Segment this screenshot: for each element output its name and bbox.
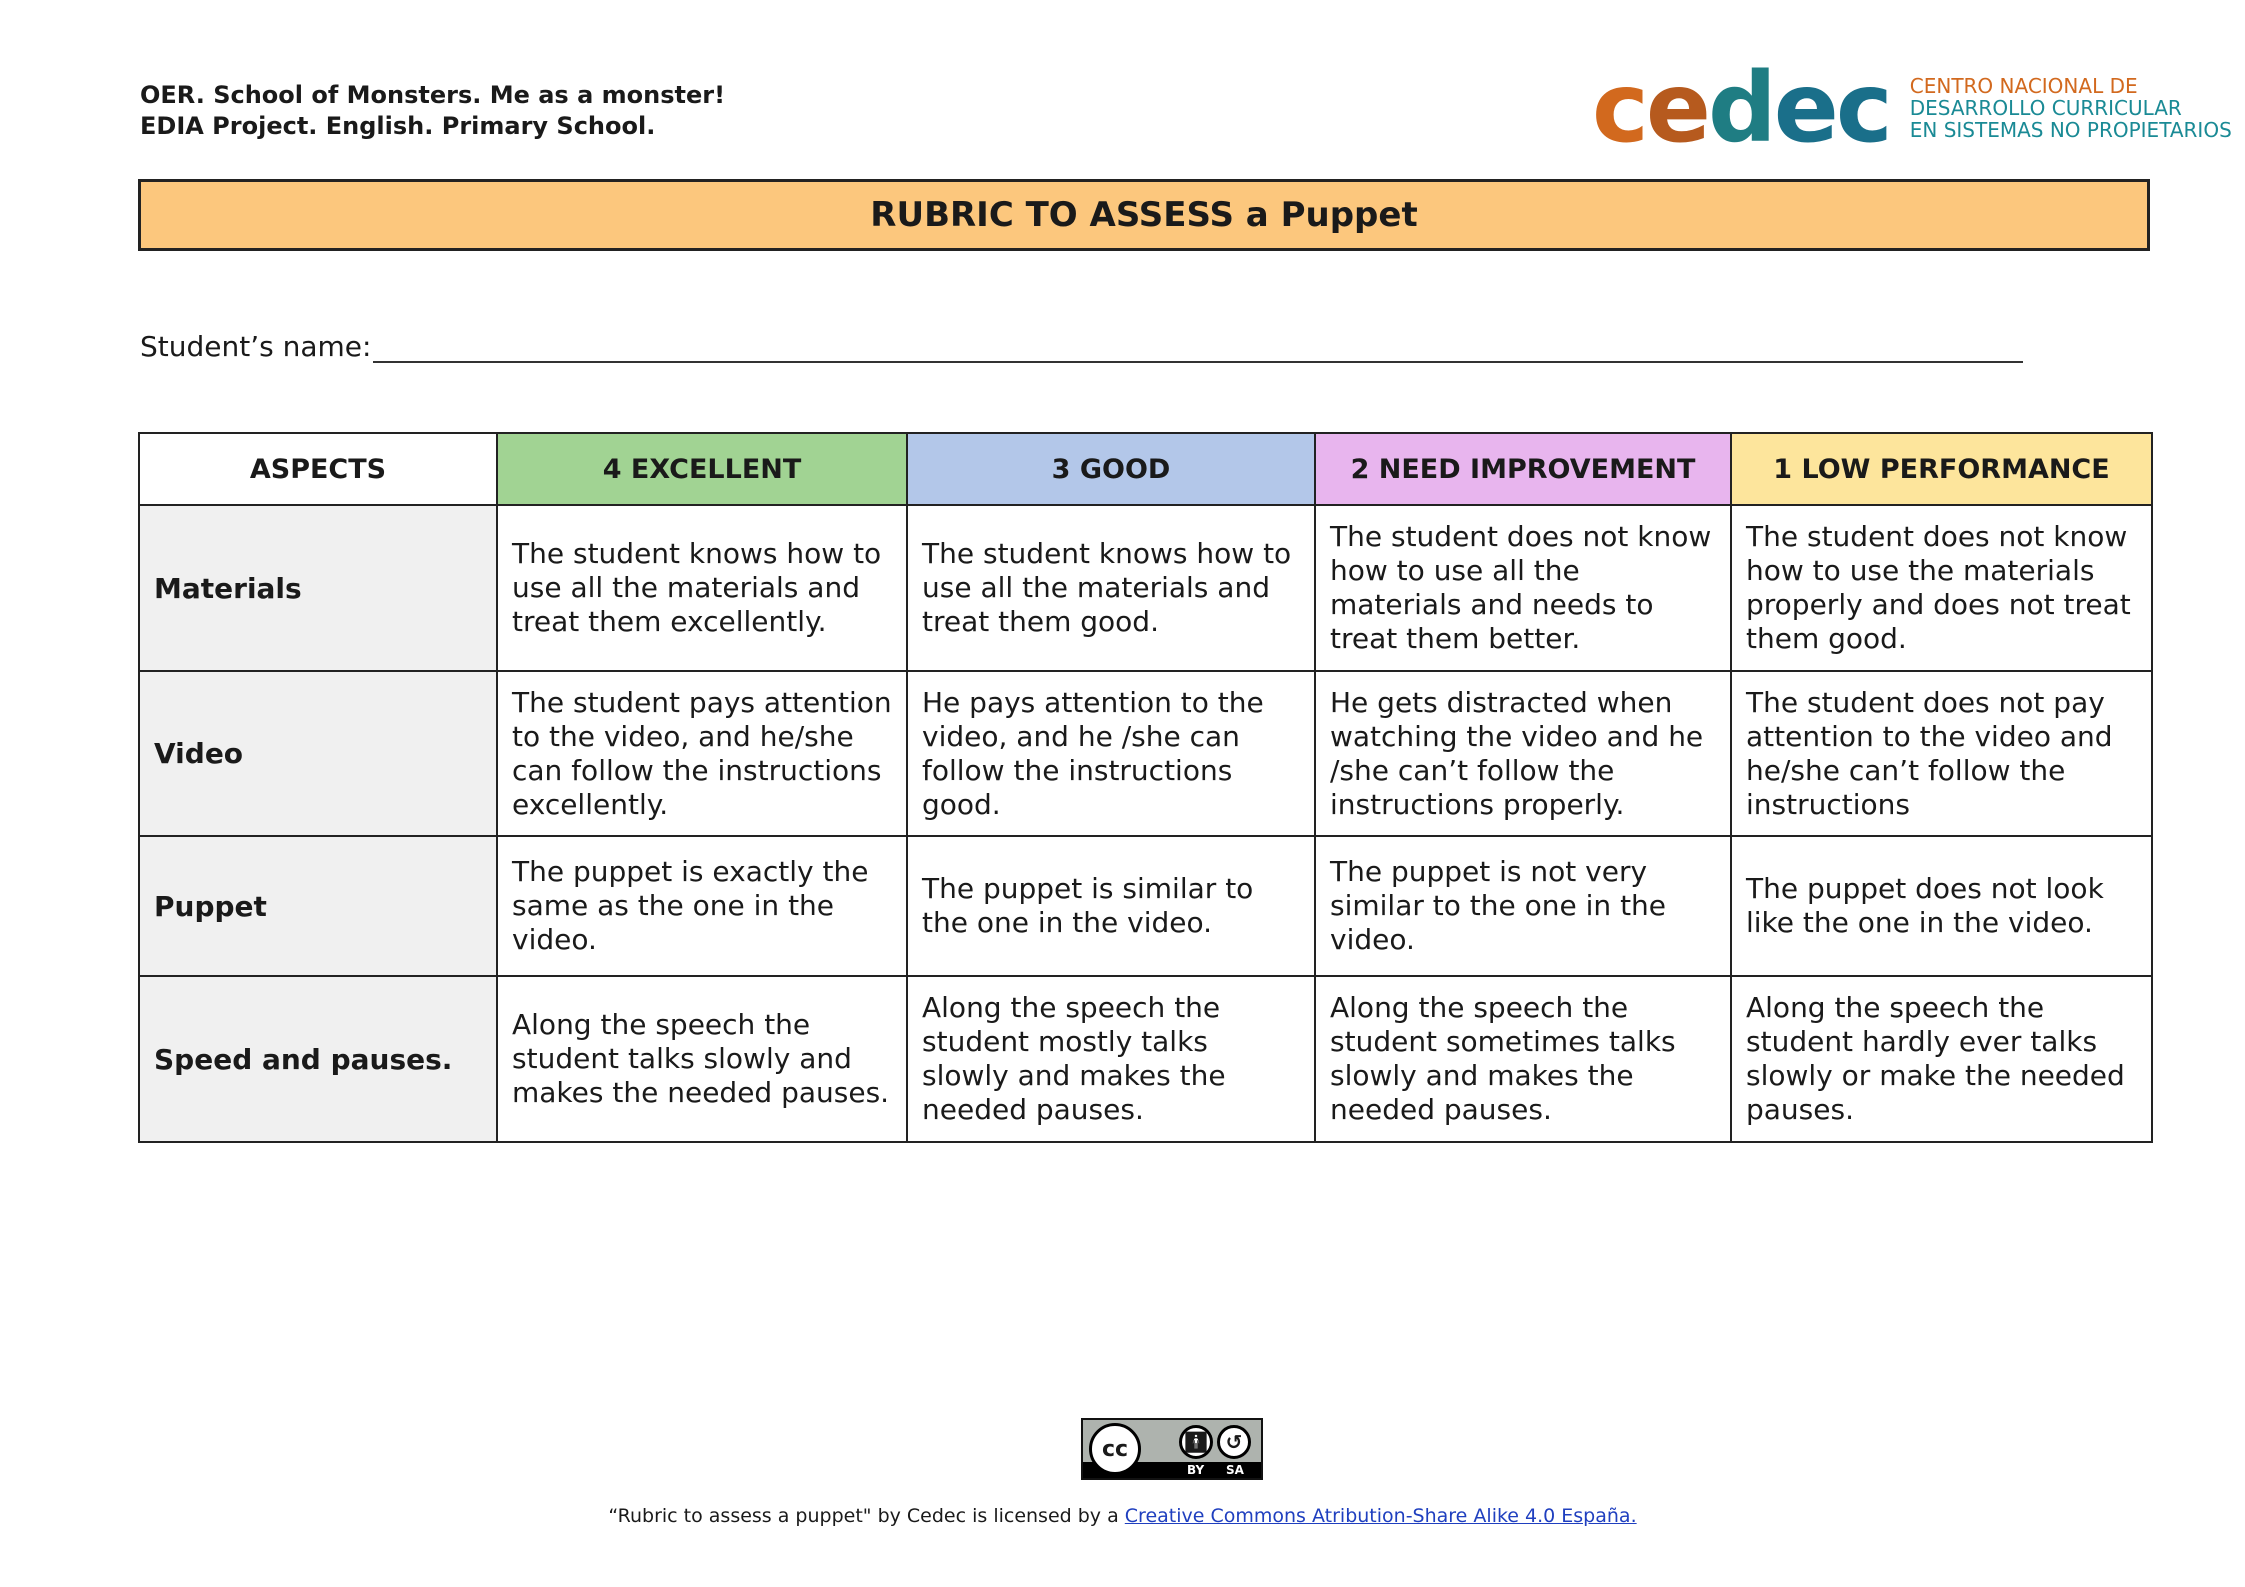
aspect-cell: Speed and pauses. bbox=[139, 976, 497, 1142]
table-row-speed-and-pauses bbox=[139, 976, 2152, 1142]
table-row-materials bbox=[139, 505, 2152, 671]
rubric-cell: The student does not pay attention to the video and he/she can’t follow the instructions bbox=[1731, 671, 2152, 836]
header-need-improvement: 2 NEED IMPROVEMENT bbox=[1315, 433, 1731, 505]
rubric-cell: The puppet does not look like the one in the video. bbox=[1731, 836, 2152, 976]
cc-sa-label: SA bbox=[1226, 1463, 1244, 1477]
rubric-cell: Along the speech the student hardly ever talks slowly or make the needed pauses. bbox=[1731, 976, 2152, 1142]
cc-by-sa-badge bbox=[1081, 1418, 1263, 1480]
table-row-video bbox=[139, 671, 2152, 836]
student-name-label: Student’s name: bbox=[140, 330, 372, 363]
rubric-cell: The student does not know how to use all the materials and needs to treat them better. bbox=[1315, 505, 1731, 671]
license-link[interactable]: Creative Commons Atribution-Share Alike 4.0 España. bbox=[1124, 1505, 1637, 1527]
cedec-logo-text bbox=[1910, 75, 2232, 141]
rubric-cell: Along the speech the student sometimes talks slowly and makes the needed pauses. bbox=[1315, 976, 1731, 1142]
license-text bbox=[0, 1505, 2245, 1527]
document-header bbox=[140, 80, 725, 142]
table-row-puppet bbox=[139, 836, 2152, 976]
license-prefix: “Rubric to assess a puppet" by Cedec is licensed by a bbox=[608, 1505, 1125, 1527]
logo-line-2: DESARROLLO CURRICULAR bbox=[1909, 96, 2182, 120]
rubric-cell: Along the speech the student talks slowly and makes the needed pauses. bbox=[497, 976, 907, 1142]
header-excellent: 4 EXCELLENT bbox=[497, 433, 907, 505]
header-line-1: OER. School of Monsters. Me as a monster! bbox=[140, 81, 726, 109]
attribution-icon: 🚹︎ bbox=[1179, 1425, 1213, 1459]
cedec-logo-word: cedec bbox=[1592, 52, 1890, 164]
rubric-cell: The puppet is not very similar to the one in the video. bbox=[1315, 836, 1731, 976]
share-alike-icon: ↺ bbox=[1217, 1425, 1251, 1459]
rubric-cell: The student pays attention to the video, and he/she can follow the instructions excellently. bbox=[497, 671, 907, 836]
rubric-cell: He gets distracted when watching the video and he /she can’t follow the instructions properly. bbox=[1315, 671, 1731, 836]
header-aspects: ASPECTS bbox=[139, 433, 497, 505]
aspect-cell: Materials bbox=[139, 505, 497, 671]
student-name-line bbox=[373, 335, 2023, 363]
logo-line-1: CENTRO NACIONAL DE bbox=[1909, 74, 2138, 98]
rubric-cell: The puppet is similar to the one in the video. bbox=[907, 836, 1315, 976]
aspect-cell: Video bbox=[139, 671, 497, 836]
rubric-table bbox=[138, 432, 2153, 1143]
rubric-title: RUBRIC TO ASSESS a Puppet bbox=[870, 195, 1418, 235]
aspect-cell: Puppet bbox=[139, 836, 497, 976]
cc-icon: cc bbox=[1089, 1423, 1141, 1475]
rubric-cell: The student knows how to use all the materials and treat them good. bbox=[907, 505, 1315, 671]
header-good: 3 GOOD bbox=[907, 433, 1315, 505]
cedec-logo bbox=[1592, 52, 2232, 164]
rubric-cell: Along the speech the student mostly talks slowly and makes the needed pauses. bbox=[907, 976, 1315, 1142]
cc-by-label: BY bbox=[1187, 1463, 1205, 1477]
rubric-cell: He pays attention to the video, and he /she can follow the instructions good. bbox=[907, 671, 1315, 836]
rubric-title-banner bbox=[138, 179, 2150, 251]
header-line-2: EDIA Project. English. Primary School. bbox=[140, 112, 656, 140]
rubric-cell: The puppet is exactly the same as the one in the video. bbox=[497, 836, 907, 976]
rubric-cell: The student does not know how to use the materials properly and does not treat them good. bbox=[1731, 505, 2152, 671]
logo-line-3: EN SISTEMAS NO PROPIETARIOS bbox=[1909, 118, 2232, 142]
rubric-cell: The student knows how to use all the materials and treat them excellently. bbox=[497, 505, 907, 671]
student-name-field bbox=[140, 330, 2023, 363]
header-low-performance: 1 LOW PERFORMANCE bbox=[1731, 433, 2152, 505]
